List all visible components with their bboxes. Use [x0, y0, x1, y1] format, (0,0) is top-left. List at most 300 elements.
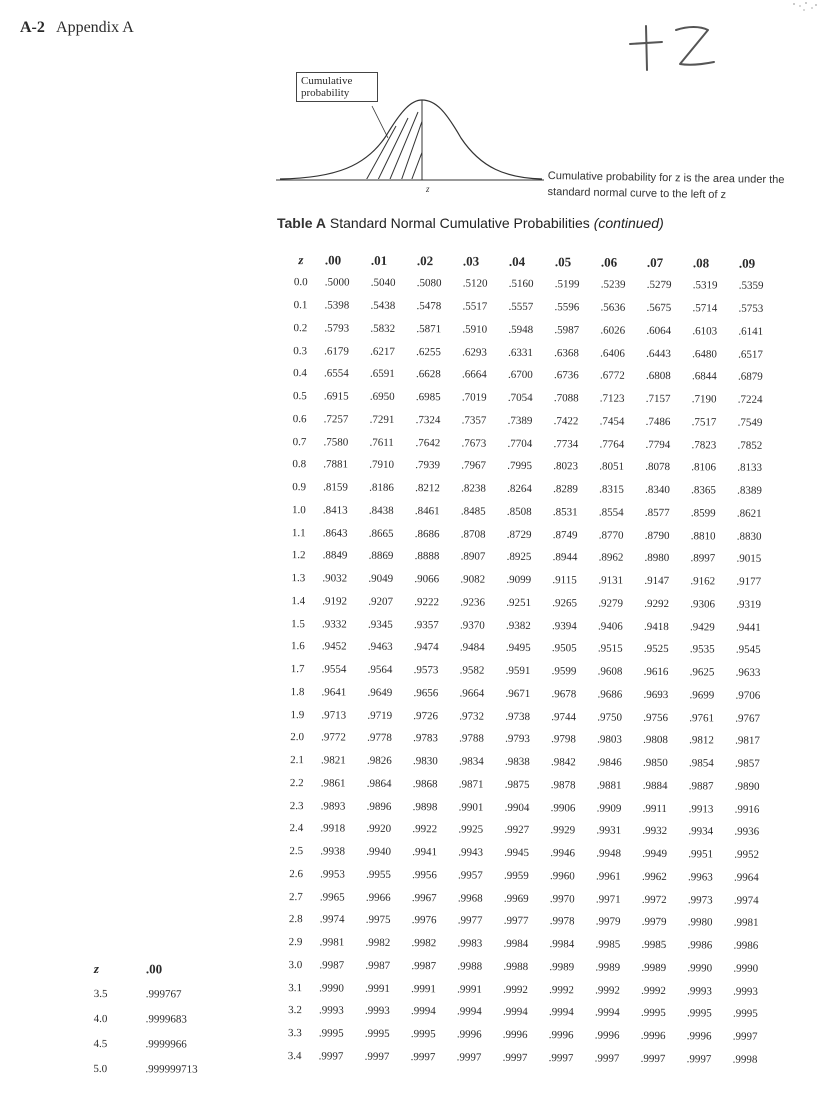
probability-cell: .9582 — [459, 664, 485, 677]
probability-cell: .9993 — [733, 985, 758, 998]
z-value-cell: 1.8 — [290, 685, 305, 699]
probability-cell: .9649 — [367, 686, 393, 699]
z-value-cell: 0.3 — [293, 344, 308, 357]
probability-cell: .7704 — [507, 437, 533, 450]
appendix-title: Appendix A — [56, 19, 134, 36]
z-value-cell: 0.5 — [292, 390, 307, 403]
probability-cell: .9664 — [459, 687, 485, 700]
probability-cell: .9744 — [551, 710, 577, 723]
probability-cell: .5714 — [692, 302, 718, 315]
probability-cell: .5000 — [324, 276, 350, 289]
probability-cell: .9920 — [366, 823, 392, 836]
probability-cell: .9893 — [320, 799, 346, 813]
probability-cell: .9251 — [506, 596, 532, 609]
probability-cell: .7088 — [553, 392, 579, 405]
probability-cell: .8212 — [415, 482, 440, 495]
probability-cell: .9989 — [549, 961, 575, 974]
probability-cell: .9693 — [643, 688, 669, 701]
probability-cell: .9973 — [687, 893, 713, 907]
probability-cell: .9878 — [550, 779, 576, 792]
probability-cell: .9934 — [688, 825, 714, 838]
probability-cell: .8599 — [690, 507, 716, 520]
probability-cell: .8531 — [552, 506, 578, 519]
probability-cell: .9948 — [596, 847, 622, 860]
probability-cell: .9890 — [734, 780, 760, 793]
probability-cell: .9982 — [411, 937, 437, 950]
probability-cell: .9345 — [368, 618, 393, 631]
probability-cell: .9756 — [643, 711, 669, 724]
column-header-z: z — [298, 252, 304, 268]
figure-caption: Cumulative probability for z is the area under the standard normal curve to the left of z — [547, 169, 785, 202]
cumulative-probability-table — [271, 249, 787, 1071]
probability-cell: .9896 — [366, 800, 392, 813]
probability-cell: .9988 — [457, 960, 483, 973]
probability-cell: .6064 — [646, 324, 672, 337]
probability-cell: .9997 — [318, 1050, 344, 1063]
probability-cell: .9732 — [459, 710, 485, 723]
probability-cell: .9992 — [595, 984, 620, 997]
probability-cell: .8461 — [414, 504, 440, 518]
probability-cell: .9357 — [414, 618, 439, 631]
z-value-cell: 0.2 — [293, 322, 308, 335]
probability-cell: .9319 — [736, 598, 762, 611]
probability-cell: .9834 — [458, 755, 484, 768]
probability-cell: .9545 — [735, 643, 761, 657]
probability-cell: .5871 — [416, 322, 442, 336]
probability-cell: .9850 — [642, 757, 668, 770]
probability-cell: .9750 — [597, 711, 623, 724]
probability-cell: .5398 — [324, 299, 350, 312]
probability-cell: .9965 — [319, 890, 345, 904]
probability-cell: .9981 — [319, 936, 345, 949]
probability-cell: .9192 — [322, 595, 348, 608]
probability-cell: .6844 — [691, 370, 717, 383]
probability-cell: .9671 — [505, 687, 531, 700]
probability-cell: .9997 — [686, 1053, 712, 1066]
column-header: .05 — [554, 254, 572, 270]
z-value-cell: 2.5 — [289, 845, 304, 858]
probability-cell: .9994 — [456, 1005, 482, 1019]
probability-cell: .9382 — [506, 619, 531, 632]
probability-cell: .9032 — [322, 572, 348, 585]
probability-cell: .9974 — [319, 913, 345, 926]
probability-cell: .9956 — [412, 868, 437, 882]
probability-cell: .9131 — [598, 574, 624, 587]
probability-cell: .8289 — [553, 483, 578, 496]
z-value-cell: 2.7 — [288, 890, 303, 903]
probability-cell: .7764 — [599, 438, 625, 451]
probability-cell: .9207 — [368, 595, 394, 608]
probability-cell: .7823 — [691, 438, 717, 452]
probability-cell: .9993 — [687, 984, 712, 998]
probability-cell: .9099 — [506, 573, 532, 587]
probability-cell: .9991 — [365, 982, 390, 995]
axis-z-label: z — [426, 184, 430, 194]
column-header: .03 — [462, 253, 480, 269]
probability-cell: .9980 — [687, 916, 713, 929]
probability-cell: .5478 — [416, 300, 442, 313]
table-row — [271, 1044, 779, 1071]
probability-cell: .7257 — [323, 413, 349, 426]
probability-cell: .6293 — [462, 346, 487, 359]
probability-cell: .9918 — [320, 822, 346, 835]
table-title-main: Standard Normal Cumulative Probabilities — [329, 215, 590, 231]
z-value-cell: 4.0 — [93, 1012, 108, 1025]
probability-cell: .9996 — [502, 1028, 528, 1042]
probability-cell: .9932 — [642, 825, 668, 838]
probability-cell: .9306 — [690, 598, 716, 611]
probability-cell: .9969 — [503, 892, 529, 905]
probability-cell: .9279 — [598, 597, 624, 610]
z-value-cell: 3.3 — [287, 1027, 302, 1040]
probability-cell: .8389 — [737, 484, 762, 497]
probability-cell: .6915 — [323, 390, 349, 403]
probability-cell: .8577 — [644, 506, 670, 519]
probability-cell: .8365 — [691, 484, 716, 497]
probability-cell: .6331 — [508, 346, 533, 359]
probability-cell: .5120 — [462, 277, 488, 291]
probability-cell: .9927 — [504, 824, 530, 837]
probability-cell: .6808 — [645, 370, 671, 383]
probability-cell: .9452 — [321, 640, 347, 653]
probability-cell: .8980 — [644, 552, 670, 565]
page-number: A-2 — [20, 19, 45, 36]
z-value-cell: 3.1 — [288, 981, 303, 994]
z-value-cell: 2.2 — [289, 776, 304, 790]
probability-cell: .9808 — [643, 734, 668, 747]
probability-cell: .8665 — [368, 527, 394, 540]
probability-cell: .9998 — [732, 1053, 758, 1066]
probability-cell: .9066 — [414, 573, 440, 586]
z-value-cell: 3.0 — [288, 958, 303, 972]
probability-cell: .8621 — [736, 507, 762, 520]
probability-cell: .9988 — [503, 960, 529, 973]
table-title-suffix: (continued) — [593, 215, 664, 231]
probability-cell: .5596 — [554, 301, 580, 314]
probability-cell: .9940 — [366, 845, 392, 859]
z-value-cell: 1.0 — [292, 504, 306, 517]
z-value-cell: 2.3 — [289, 799, 304, 812]
probability-cell: .9961 — [596, 870, 621, 883]
probability-cell: .8340 — [645, 484, 670, 497]
probability-cell: .9525 — [643, 643, 669, 656]
extended-table-body — [89, 981, 256, 1082]
probability-cell: .9949 — [642, 848, 668, 861]
probability-cell: .7454 — [599, 415, 625, 428]
probability-cell: .9989 — [641, 961, 667, 974]
probability-cell: .9884 — [642, 779, 668, 792]
probability-cell: .7549 — [737, 416, 763, 429]
z-value-cell: 4.5 — [93, 1037, 108, 1050]
probability-cell: .9996 — [640, 1030, 666, 1043]
z-value-cell: 0.1 — [293, 299, 308, 312]
probability-cell: .5753 — [738, 302, 764, 315]
probability-cell: .8485 — [460, 505, 486, 518]
column-header: .04 — [508, 253, 526, 269]
probability-cell: .9999966 — [145, 1037, 187, 1051]
probability-cell: .9964 — [734, 871, 759, 884]
probability-cell: .9955 — [366, 868, 391, 881]
probability-cell: .9976 — [411, 914, 437, 927]
probability-cell: .5040 — [370, 277, 396, 290]
probability-cell: .7190 — [691, 393, 717, 406]
probability-cell: .8770 — [598, 529, 624, 542]
probability-cell: .9656 — [413, 686, 439, 700]
probability-cell: .9953 — [320, 868, 345, 881]
probability-cell: .9854 — [688, 757, 714, 770]
probability-cell: .9082 — [460, 573, 486, 586]
probability-cell: .7422 — [553, 415, 579, 428]
probability-cell: .7673 — [461, 437, 487, 450]
probability-cell: .9941 — [412, 846, 438, 859]
z-value-cell: 1.7 — [290, 663, 305, 676]
z-value-cell: 1.4 — [291, 594, 306, 608]
probability-cell: .9772 — [321, 731, 346, 744]
probability-cell: .9995 — [686, 1007, 712, 1020]
cumulative-probability-label: Cumulative probability — [296, 72, 378, 102]
probability-cell: .7967 — [461, 459, 487, 473]
probability-cell: .9966 — [365, 891, 391, 904]
probability-cell: .9826 — [366, 754, 392, 768]
probability-cell: .8749 — [552, 528, 578, 541]
column-header-z: z — [93, 961, 100, 977]
probability-cell: .9994 — [502, 1006, 528, 1019]
probability-cell: .9997 — [548, 1052, 574, 1065]
probability-cell: .9573 — [413, 664, 439, 677]
probability-cell: .9997 — [594, 1052, 620, 1065]
probability-cell: .9761 — [689, 711, 715, 725]
probability-cell: .9686 — [597, 688, 623, 701]
probability-cell: .9989 — [595, 961, 621, 974]
probability-cell: .9971 — [595, 893, 621, 906]
probability-cell: .9898 — [412, 800, 438, 813]
probability-cell: .5793 — [324, 322, 350, 335]
probability-cell: .9838 — [504, 755, 530, 769]
probability-cell: .9990 — [687, 962, 713, 975]
probability-cell: .7157 — [645, 393, 671, 406]
probability-cell: .9992 — [641, 984, 666, 997]
probability-cell: .9857 — [734, 757, 760, 770]
probability-cell: .9997 — [364, 1050, 390, 1063]
probability-cell: .9505 — [551, 642, 577, 655]
probability-cell: .9633 — [735, 666, 761, 679]
probability-cell: .6255 — [416, 345, 441, 358]
probability-cell: .9951 — [688, 848, 714, 861]
probability-cell: .8413 — [322, 504, 348, 517]
probability-cell: .9875 — [504, 778, 530, 791]
probability-cell: .5319 — [692, 279, 718, 292]
probability-cell: .9484 — [459, 641, 485, 655]
probability-cell: .7910 — [369, 459, 395, 472]
probability-cell: .5239 — [600, 278, 626, 292]
probability-cell: .9474 — [413, 641, 439, 654]
z-value-cell: 2.9 — [288, 936, 303, 949]
handwritten-note — [616, 8, 726, 78]
probability-cell: .7611 — [369, 436, 394, 449]
probability-cell: .5199 — [554, 278, 580, 291]
probability-cell: .5359 — [738, 280, 764, 293]
probability-cell: .999999713 — [145, 1062, 198, 1076]
probability-cell: .8023 — [553, 460, 579, 473]
probability-cell: .7852 — [737, 439, 763, 452]
probability-cell: .6179 — [324, 344, 349, 358]
probability-cell: .9778 — [367, 732, 392, 745]
probability-cell: .8962 — [598, 551, 624, 565]
probability-cell: .9812 — [689, 734, 714, 747]
probability-cell: .8159 — [323, 481, 348, 494]
probability-cell: .5438 — [370, 299, 396, 313]
probability-cell: .8869 — [368, 550, 394, 563]
column-header: .08 — [692, 255, 710, 271]
probability-cell: .6772 — [599, 369, 625, 383]
probability-cell: .7357 — [461, 414, 487, 427]
probability-cell: .8810 — [690, 529, 716, 543]
probability-cell: .9996 — [686, 1030, 712, 1043]
probability-cell: .9015 — [736, 552, 762, 566]
probability-cell: .8438 — [368, 504, 394, 517]
probability-cell: .9616 — [643, 666, 669, 679]
probability-cell: .9177 — [736, 575, 762, 588]
probability-cell: .9993 — [318, 1004, 344, 1017]
probability-cell: .6103 — [692, 325, 718, 338]
probability-cell: .9916 — [734, 803, 760, 816]
probability-cell: .9996 — [456, 1028, 482, 1041]
probability-cell: .7224 — [737, 393, 763, 406]
extended-table-row — [89, 1031, 255, 1057]
probability-cell: .5636 — [600, 301, 626, 314]
probability-cell: .9904 — [504, 801, 530, 814]
probability-cell: .9952 — [734, 848, 760, 861]
z-value-cell: 1.2 — [291, 549, 306, 562]
z-value-cell: 2.1 — [290, 754, 304, 767]
probability-cell: .8133 — [737, 461, 763, 475]
probability-cell: .9984 — [503, 937, 529, 951]
probability-cell: .8729 — [506, 528, 532, 541]
probability-cell: .999767 — [145, 987, 182, 1000]
probability-cell: .5279 — [646, 279, 672, 292]
z-value-cell: 2.0 — [290, 731, 305, 744]
probability-cell: .7019 — [461, 391, 487, 404]
probability-cell: .8997 — [690, 552, 716, 565]
probability-cell: .7389 — [507, 414, 533, 427]
table-title-prefix: Table A — [277, 215, 327, 231]
probability-cell: .8944 — [552, 551, 578, 564]
probability-cell: .9984 — [549, 938, 575, 951]
column-header: .00 — [145, 961, 163, 977]
probability-cell: .7291 — [369, 413, 395, 426]
probability-cell: .9370 — [460, 619, 485, 632]
probability-cell: .9861 — [320, 777, 346, 790]
probability-cell: .9995 — [410, 1028, 436, 1041]
probability-cell: .9706 — [735, 689, 761, 702]
z-value-cell: 3.5 — [93, 987, 108, 1000]
probability-cell: .9990 — [319, 981, 344, 995]
probability-cell: .9992 — [549, 983, 574, 996]
table-body — [271, 271, 785, 1071]
probability-cell: .7324 — [415, 413, 441, 427]
probability-cell: .9909 — [596, 802, 622, 815]
probability-cell: .9978 — [549, 915, 575, 928]
probability-cell: .6368 — [554, 346, 579, 359]
probability-cell: .9868 — [412, 777, 438, 791]
extended-table-row — [89, 1056, 255, 1082]
probability-cell: .7517 — [691, 416, 717, 429]
probability-cell: .9564 — [367, 663, 393, 677]
probability-cell: .5517 — [462, 300, 488, 313]
z-value-cell: 0.0 — [293, 276, 308, 289]
probability-cell: .9719 — [367, 709, 393, 722]
column-header: .02 — [416, 253, 434, 269]
probability-cell: .9922 — [412, 823, 438, 836]
probability-cell: .9887 — [688, 780, 714, 793]
probability-cell: .6141 — [738, 325, 764, 338]
probability-cell: .6217 — [370, 345, 395, 358]
z-value-cell: 0.8 — [292, 458, 307, 471]
z-value-cell: 0.7 — [292, 435, 307, 448]
probability-cell: .9995 — [640, 1007, 666, 1020]
probability-cell: .9995 — [732, 1007, 758, 1021]
probability-cell: .9963 — [688, 871, 713, 884]
probability-cell: .8849 — [322, 549, 348, 562]
probability-cell: .8708 — [460, 528, 486, 541]
probability-cell: .6879 — [737, 370, 763, 384]
probability-cell: .9699 — [689, 689, 715, 702]
probability-cell: .9798 — [551, 733, 576, 746]
probability-cell: .6736 — [553, 369, 579, 382]
probability-cell: .9713 — [321, 708, 347, 722]
extended-table-row — [90, 1006, 256, 1032]
probability-cell: .9418 — [643, 620, 669, 633]
probability-cell: .9821 — [320, 754, 346, 767]
column-header: .09 — [738, 255, 756, 271]
probability-cell: .9793 — [505, 733, 530, 746]
probability-cell: .8925 — [506, 551, 532, 564]
probability-cell: .9842 — [550, 756, 576, 769]
probability-cell: .9987 — [411, 959, 437, 973]
probability-cell: .9997 — [410, 1050, 436, 1064]
probability-cell: .9864 — [366, 777, 392, 790]
probability-cell: .9931 — [596, 824, 622, 838]
probability-cell: .9997 — [732, 1030, 758, 1043]
probability-cell: .9738 — [505, 710, 531, 723]
probability-cell: .8106 — [691, 461, 717, 474]
probability-cell: .5987 — [554, 324, 580, 337]
probability-cell: .5948 — [508, 323, 534, 336]
probability-cell: .9265 — [552, 597, 578, 610]
probability-cell: .6480 — [692, 347, 717, 361]
z-value-cell: 3.2 — [288, 1004, 302, 1017]
probability-cell: .9979 — [595, 915, 621, 929]
probability-cell: .9987 — [319, 959, 345, 972]
probability-cell: .9803 — [597, 733, 622, 747]
probability-cell: .9429 — [689, 620, 715, 634]
probability-cell: .8830 — [736, 530, 762, 543]
z-value-cell: 3.4 — [287, 1049, 302, 1063]
probability-cell: .9997 — [502, 1051, 528, 1064]
probability-cell: .8888 — [414, 550, 440, 563]
probability-cell: .9911 — [642, 802, 668, 815]
probability-cell: .6664 — [461, 368, 487, 382]
extended-header-row — [90, 957, 256, 982]
probability-cell: .9975 — [365, 914, 391, 927]
probability-cell: .9554 — [321, 663, 347, 676]
column-header: .06 — [600, 254, 618, 270]
probability-cell: .5675 — [646, 302, 672, 315]
probability-cell: .9985 — [641, 939, 667, 952]
probability-cell: .9992 — [503, 983, 528, 996]
probability-cell: .9994 — [410, 1005, 436, 1018]
probability-cell: .9332 — [322, 617, 347, 631]
